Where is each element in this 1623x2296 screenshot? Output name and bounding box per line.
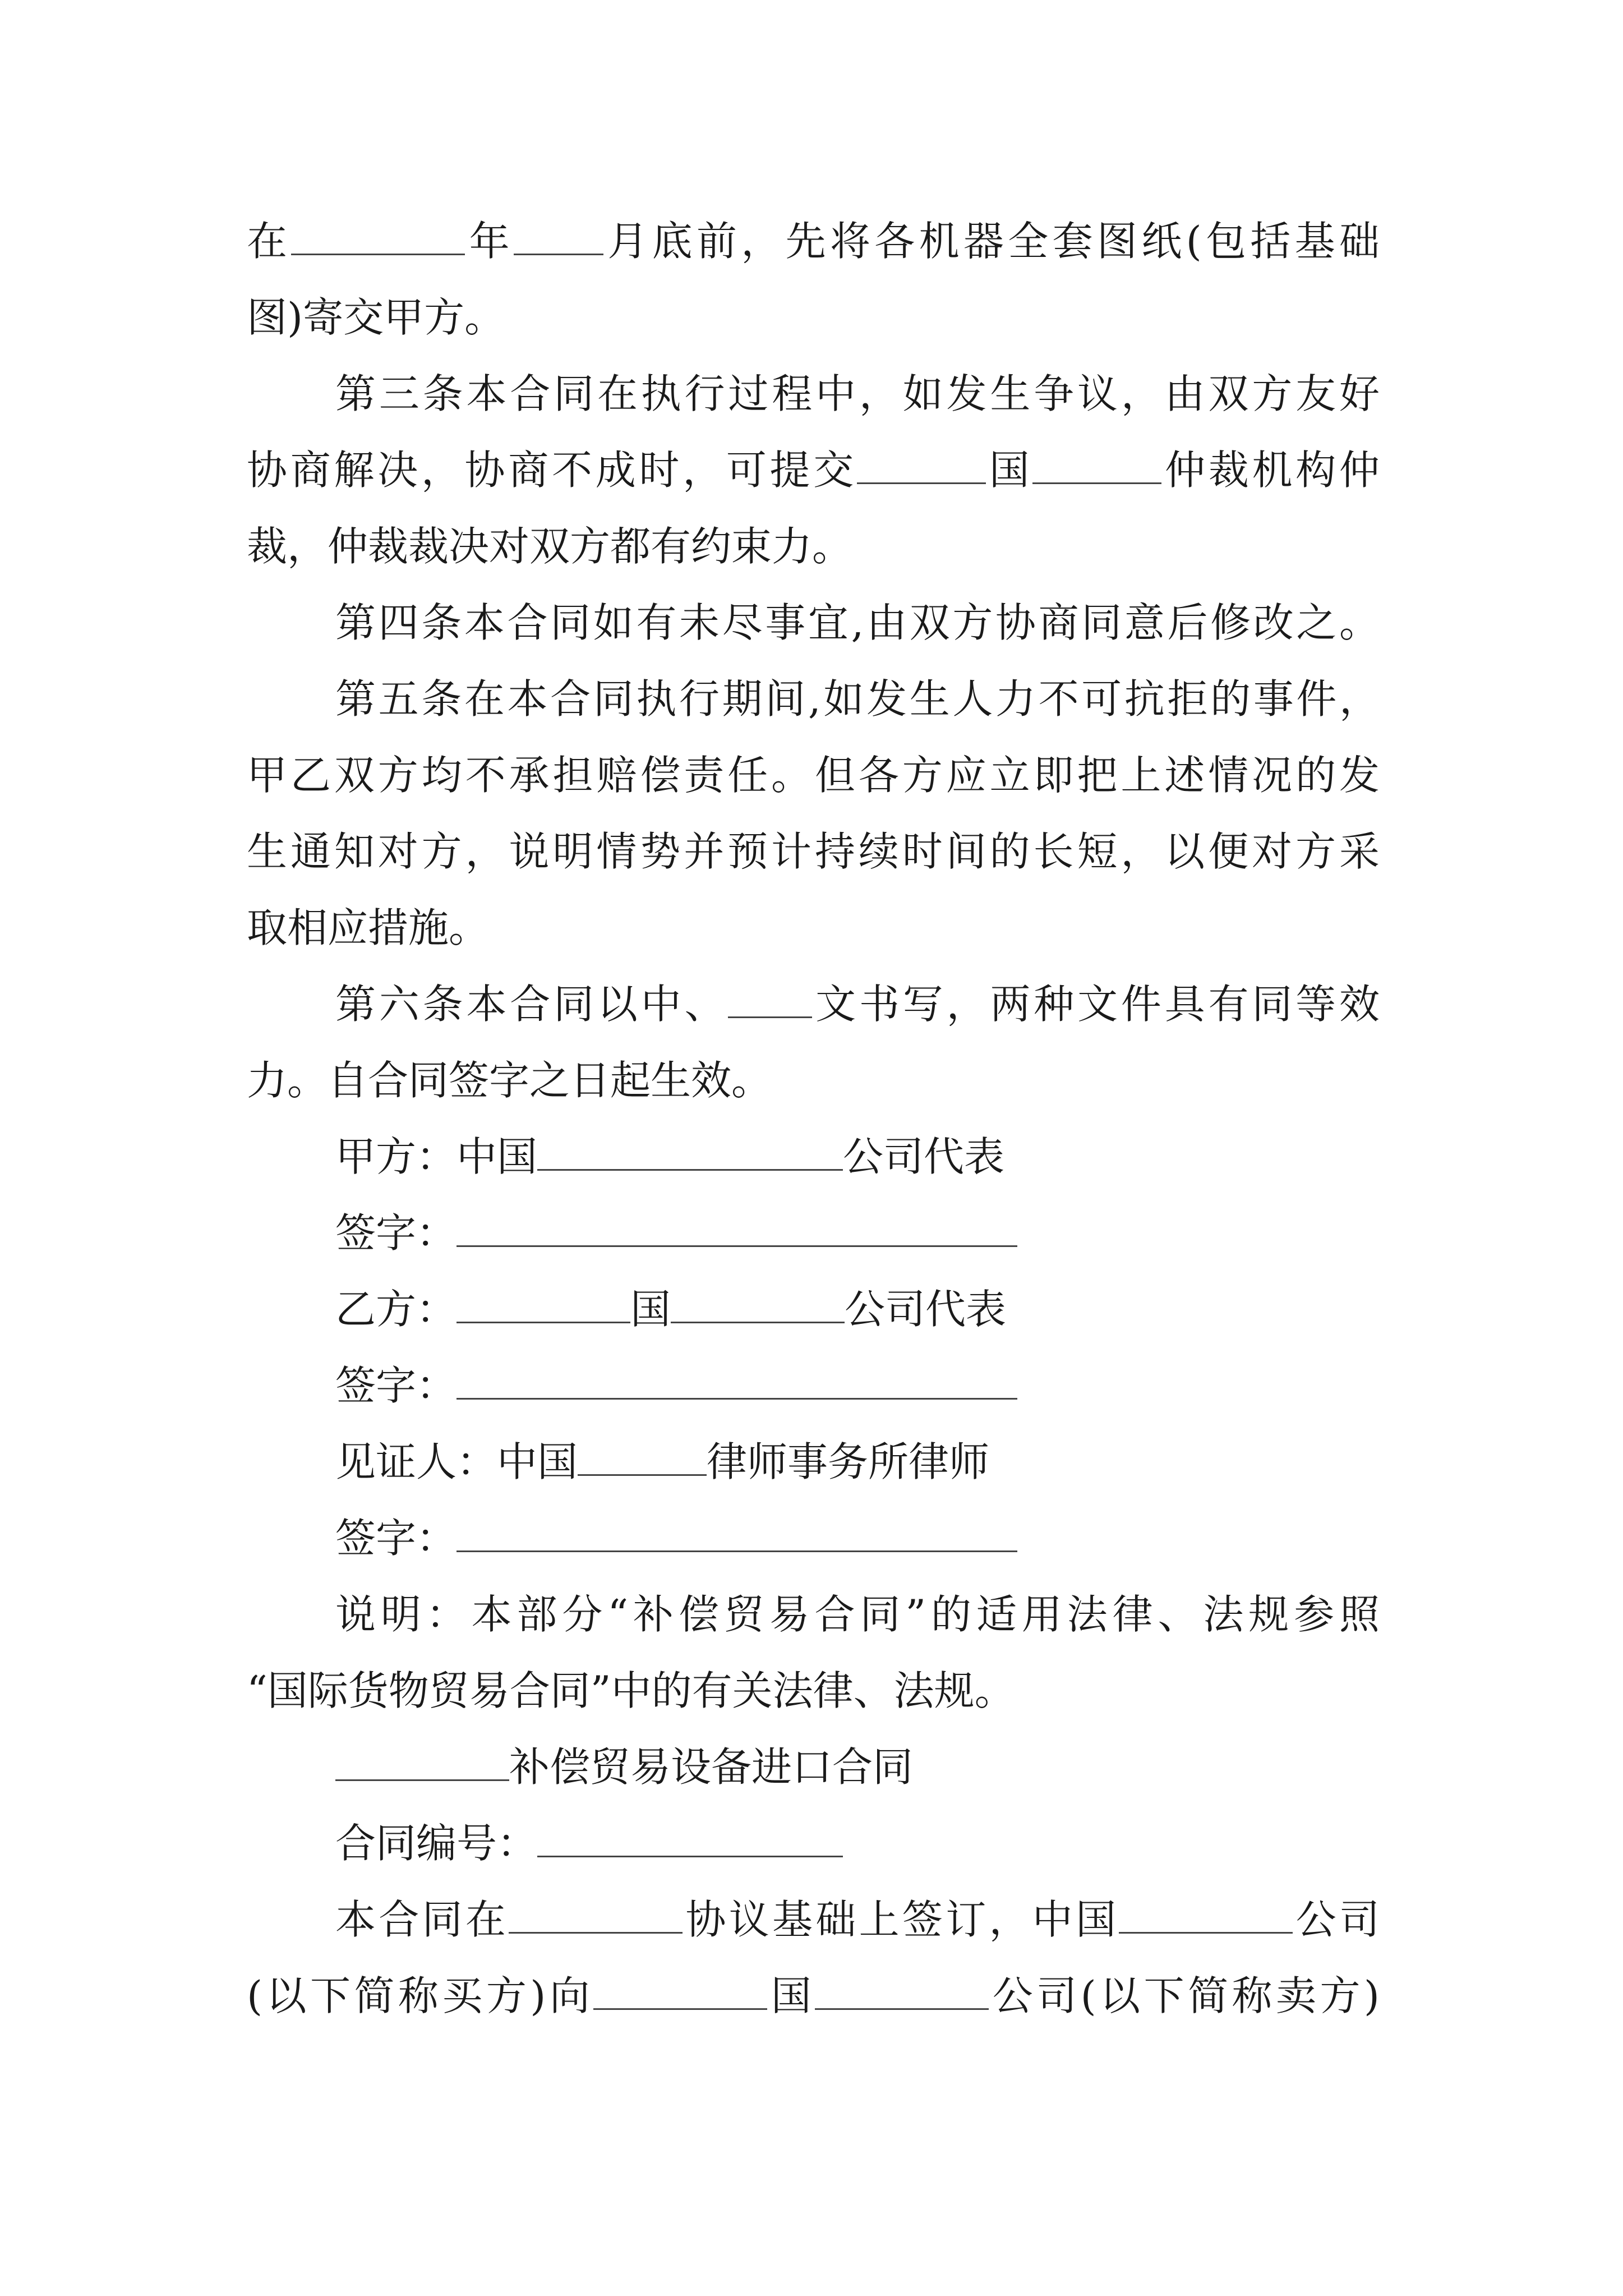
fill-in-blank [509, 1897, 683, 1934]
text-segment: 仲裁机构仲 [1161, 447, 1380, 494]
text-segment: 年 [465, 218, 514, 265]
text-line [247, 1047, 772, 1114]
text-line [335, 1428, 989, 1496]
text-segment: 公司 [1293, 1896, 1380, 1943]
fill-in-blank [457, 1287, 630, 1323]
text-line [335, 1123, 1004, 1190]
text-segment: 裁，仲裁裁决对双方都有约束力。 [247, 523, 853, 570]
text-segment: 签字： [335, 1209, 457, 1257]
text-segment: 图)寄交甲方。 [247, 294, 505, 341]
text-segment: 第五条在本合同执行期间,如发生人力不可抗拒的事件， [335, 675, 1380, 723]
text-segment: 乙方： [335, 1286, 457, 1333]
text-segment: 说明：本部分“补偿贸易合同”的适用法律、法规参照 [335, 1591, 1380, 1638]
text-segment: 协议基础上签订，中国 [683, 1896, 1119, 1943]
text-line [247, 208, 1380, 275]
text-line [335, 1581, 1380, 1648]
text-segment: 公司代表 [845, 1286, 1007, 1333]
text-segment: 协商解决，协商不成时，可提交 [247, 447, 857, 494]
text-line [335, 1810, 843, 1877]
text-line [247, 742, 1380, 809]
text-segment: 本合同在 [335, 1896, 509, 1943]
text-segment: 甲乙双方均不承担赔偿责任。但各方应立即把上述情况的发 [247, 752, 1380, 799]
text-segment: “国际货物贸易合同”中的有关法律、法规。 [247, 1667, 1015, 1714]
fill-in-blank [335, 1745, 509, 1781]
text-segment: 律师事务所律师 [707, 1438, 990, 1485]
text-line [247, 1657, 1015, 1724]
fill-in-blank [671, 1287, 845, 1323]
text-line [335, 360, 1380, 427]
fill-in-blank [457, 1516, 1017, 1552]
text-line [247, 894, 489, 961]
text-line [247, 1962, 1380, 2030]
text-line [335, 1504, 1017, 1572]
text-segment: 月底前，先将各机器全套图纸(包括基础 [603, 218, 1380, 265]
fill-in-blank [728, 982, 812, 1018]
fill-in-blank [815, 1973, 989, 2010]
text-line [335, 665, 1380, 733]
text-segment: 公司(以下简称卖方) [989, 1972, 1380, 2019]
fill-in-blank [514, 219, 603, 255]
text-line [335, 1352, 1017, 1419]
text-segment: 生通知对方，说明情势并预计持续时间的长短，以便对方采 [247, 828, 1380, 875]
text-line [247, 818, 1380, 885]
fill-in-blank [578, 1439, 707, 1476]
fill-in-blank [1032, 448, 1161, 484]
text-segment: (以下简称买方)向 [247, 1972, 594, 2019]
text-line [335, 1199, 1017, 1267]
fill-in-blank [1119, 1897, 1293, 1934]
text-line [247, 284, 505, 351]
text-segment: 取相应措施。 [247, 904, 490, 951]
text-segment: 甲方：中国 [335, 1133, 538, 1180]
text-line [335, 1276, 1006, 1343]
text-segment: 第三条本合同在执行过程中，如发生争议，由双方友好 [335, 370, 1380, 417]
fill-in-blank [291, 219, 465, 255]
text-segment: 签字： [335, 1515, 457, 1562]
text-segment: 合同编号： [335, 1820, 538, 1867]
text-line [335, 970, 1380, 1038]
text-segment: 补偿贸易设备进口合同 [509, 1743, 914, 1791]
text-line [335, 1733, 913, 1801]
fill-in-blank [857, 448, 986, 484]
text-segment: 国 [630, 1286, 671, 1333]
text-segment: 第四条本合同如有未尽事宜,由双方协商同意后修改之。 [335, 599, 1380, 646]
text-line [335, 589, 1380, 656]
text-segment: 第六条本合同以中、 [335, 981, 728, 1028]
text-segment: 签字： [335, 1362, 457, 1409]
text-segment: 在 [247, 218, 292, 265]
text-segment: 文书写，两种文件具有同等效 [812, 981, 1380, 1028]
text-segment: 国 [985, 447, 1033, 494]
fill-in-blank [537, 1821, 843, 1857]
fill-in-blank [537, 1134, 843, 1171]
text-segment: 国 [767, 1972, 815, 2019]
text-segment: 力。自合同签字之日起生效。 [247, 1057, 772, 1104]
text-line [247, 513, 852, 580]
fill-in-blank [457, 1363, 1017, 1400]
fill-in-blank [457, 1211, 1017, 1247]
fill-in-blank [593, 1973, 767, 2010]
text-segment: 公司代表 [843, 1133, 1005, 1180]
text-line [335, 1886, 1380, 1953]
text-segment: 见证人：中国 [335, 1438, 578, 1485]
text-line [247, 436, 1380, 504]
